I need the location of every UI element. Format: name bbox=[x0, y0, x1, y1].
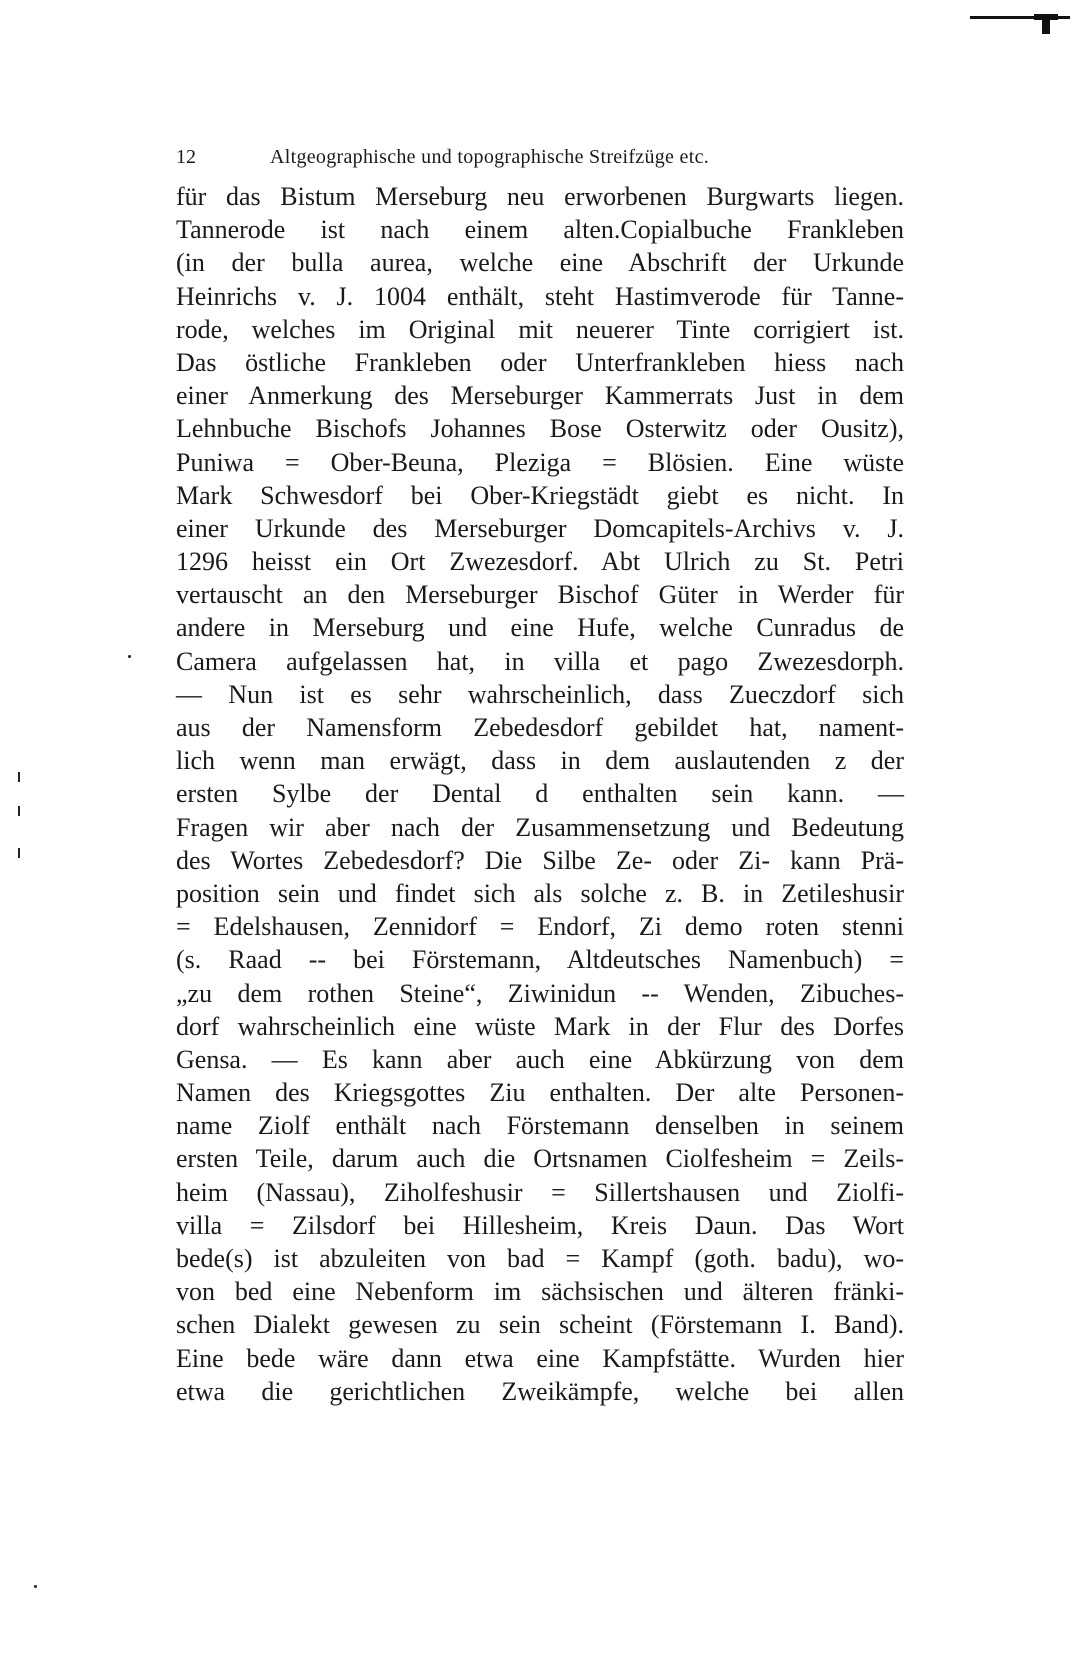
text-line: vertauscht an den Merseburger Bischof Güter in Werder für bbox=[176, 580, 904, 610]
margin-tick bbox=[18, 848, 20, 858]
text-line: Heinrichs v. J. 1004 enthält, steht Hastimverode für Tanne- bbox=[176, 281, 904, 311]
text-line: Namen des Kriegsgottes Ziu enthalten. Der alte Personen- bbox=[176, 1078, 904, 1108]
text-line: „zu dem rothen Steine“, Ziwinidun -- Wenden, Zibuches- bbox=[176, 978, 904, 1008]
text-line: Lehnbuche Bischofs Johannes Bose Osterwitz oder Ousitz), bbox=[176, 414, 904, 444]
text-line: einer Anmerkung des Merseburger Kammerrats Just in dem bbox=[176, 381, 904, 411]
text-line: Das östliche Frankleben oder Unterfrankleben hiess nach bbox=[176, 347, 904, 377]
text-line: Gensa. — Es kann aber auch eine Abkürzung von dem bbox=[176, 1044, 904, 1074]
text-line: = Edelshausen, Zennidorf = Endorf, Zi demo roten stenni bbox=[176, 912, 904, 942]
text-line: von bed eine Nebenform im sächsischen und älteren fränki- bbox=[176, 1277, 904, 1307]
margin-tick bbox=[18, 772, 20, 782]
text-line: Camera aufgelassen hat, in villa et pago Zwezesdorph. bbox=[176, 646, 904, 676]
body-text bbox=[176, 180, 904, 1408]
text-line: name Ziolf enthält nach Förstemann denselben in seinem bbox=[176, 1111, 904, 1141]
text-line: lich wenn man erwägt, dass in dem auslautenden z der bbox=[176, 746, 904, 776]
text-line: schen Dialekt gewesen zu sein scheint (Förstemann I. Band). bbox=[176, 1310, 904, 1340]
text-line: Fragen wir aber nach der Zusammensetzung und Bedeutung bbox=[176, 812, 904, 842]
text-line: einer Urkunde des Merseburger Domcapitels-Archivs v. J. bbox=[176, 513, 904, 543]
text-line: ersten Teile, darum auch die Ortsnamen Ciolfesheim = Zeils- bbox=[176, 1144, 904, 1174]
running-title: Altgeographische und topographische Streifzüge etc. bbox=[270, 146, 710, 168]
text-line: 1296 heisst ein Ort Zwezesdorf. Abt Ulrich zu St. Petri bbox=[176, 547, 904, 577]
margin-dot bbox=[128, 655, 131, 658]
text-line: — Nun ist es sehr wahrscheinlich, dass Zueczdorf sich bbox=[176, 679, 904, 709]
text-line: aus der Namensform Zebedesdorf gebildet hat, nament- bbox=[176, 713, 904, 742]
page-header bbox=[176, 142, 896, 172]
page-number: 12 bbox=[176, 146, 196, 168]
text-line: bede(s) ist abzuleiten von bad = Kampf (goth. badu), wo- bbox=[176, 1244, 904, 1273]
text-line: Eine bede wäre dann etwa eine Kampfstätte. Wurden hier bbox=[176, 1343, 904, 1373]
text-line: dorf wahrscheinlich eine wüste Mark in der Flur des Dorfes bbox=[176, 1011, 904, 1041]
text-line: für das Bistum Merseburg neu erworbenen Burgwarts liegen. bbox=[176, 182, 904, 211]
text-line: (s. Raad -- bei Förstemann, Altdeutsches Namenbuch) = bbox=[176, 945, 904, 975]
page-corner-mark bbox=[970, 12, 1070, 34]
text-line: rode, welches im Original mit neuerer Tinte corrigiert ist. bbox=[176, 314, 904, 344]
margin-dot bbox=[34, 1585, 37, 1588]
text-line: Tannerode ist nach einem alten.Copialbuche Frankleben bbox=[176, 215, 904, 245]
text-line: heim (Nassau), Ziholfeshusir = Sillertshausen und Ziolfi- bbox=[176, 1177, 904, 1207]
margin-tick bbox=[18, 806, 20, 816]
text-line: (in der bulla aurea, welche eine Abschrift der Urkunde bbox=[176, 248, 904, 278]
text-line: villa = Zilsdorf bei Hillesheim, Kreis Daun. Das Wort bbox=[176, 1210, 904, 1240]
text-line: andere in Merseburg und eine Hufe, welche Cunradus de bbox=[176, 613, 904, 643]
text-line: position sein und findet sich als solche z. B. in Zetileshusir bbox=[176, 878, 904, 908]
text-line: ersten Sylbe der Dental d enthalten sein kann. — bbox=[176, 779, 904, 809]
corner-stem bbox=[1042, 16, 1050, 34]
text-line: Mark Schwesdorf bei Ober-Kriegstädt giebt es nicht. In bbox=[176, 480, 904, 510]
text-line: des Wortes Zebedesdorf? Die Silbe Ze- oder Zi- kann Prä- bbox=[176, 845, 904, 875]
text-line: Puniwa = Ober-Beuna, Pleziga = Blösien. Eine wüste bbox=[176, 447, 904, 477]
text-line: etwa die gerichtlichen Zweikämpfe, welche bei allen bbox=[176, 1376, 904, 1406]
